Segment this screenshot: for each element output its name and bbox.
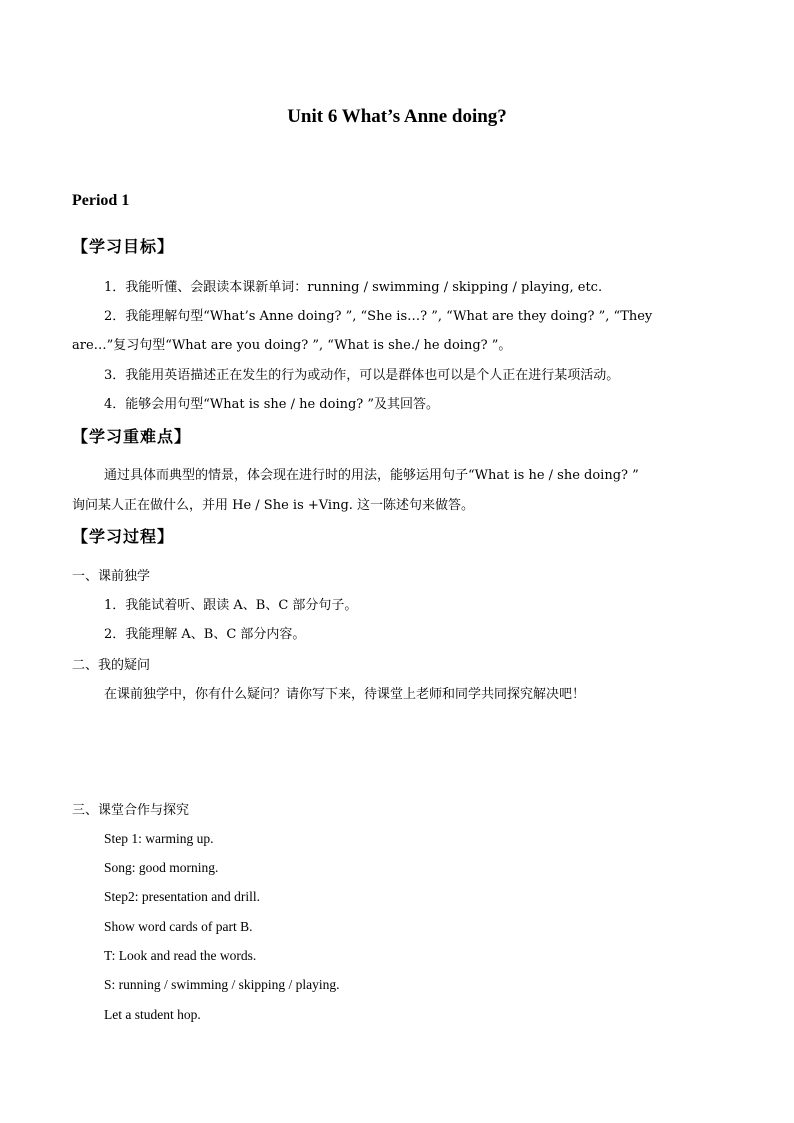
goal-item: 2．我能理解句型“What’s Anne doing? ”, “She is…? ”, “What are they doing? ”, “They [104,309,653,324]
step-line: Song: good morning. [104,860,219,875]
classroom-title: 三、课堂合作与探究 [72,803,190,818]
difficulty-text: 询问某人正在做什么，并用 He / She is +Ving. 这一陈述句来做答。 [72,498,475,513]
goal-item: 4．能够会用句型“What is she / he doing? ”及其回答。 [104,397,440,412]
pre-study-item: 1．我能试着听、跟读 A、B、C 部分句子。 [104,598,358,613]
step-line: Show word cards of part B. [104,919,253,934]
questions-text: 在课前独学中，你有什么疑问？请你写下来，待课堂上老师和同学共同探究解决吧！ [104,687,586,702]
document-title: Unit 6 What’s Anne doing? [287,106,507,127]
questions-title: 二、我的疑问 [72,658,151,673]
process-heading: 【学习过程】 [72,527,175,546]
difficulty-heading: 【学习重难点】 [72,427,192,446]
goal-item: 1．我能听懂、会跟读本课新单词：running / swimming / skipping / playing, etc. [104,280,603,295]
goal-item: 3．我能用英语描述正在发生的行为或动作，可以是群体也可以是个人正在进行某项活动。 [104,368,620,383]
step-line: T: Look and read the words. [104,948,257,963]
step-line: Let a student hop. [104,1007,201,1022]
step-line: S: running / swimming / skipping / playing. [104,977,340,992]
step-line: Step 1: warming up. [104,831,214,846]
step-line: Step2: presentation and drill. [104,889,260,904]
goal-item-continued: are…”复习句型“What are you doing? ”, “What is she./ he doing? ”。 [72,338,512,353]
period-label: Period 1 [72,192,130,209]
goals-heading: 【学习目标】 [72,237,175,256]
pre-study-item: 2．我能理解 A、B、C 部分内容。 [104,627,306,642]
pre-study-title: 一、课前独学 [72,569,151,584]
difficulty-text: 通过具体而典型的情景，体会现在进行时的用法，能够运用句子“What is he / she doing? ” [104,468,639,483]
